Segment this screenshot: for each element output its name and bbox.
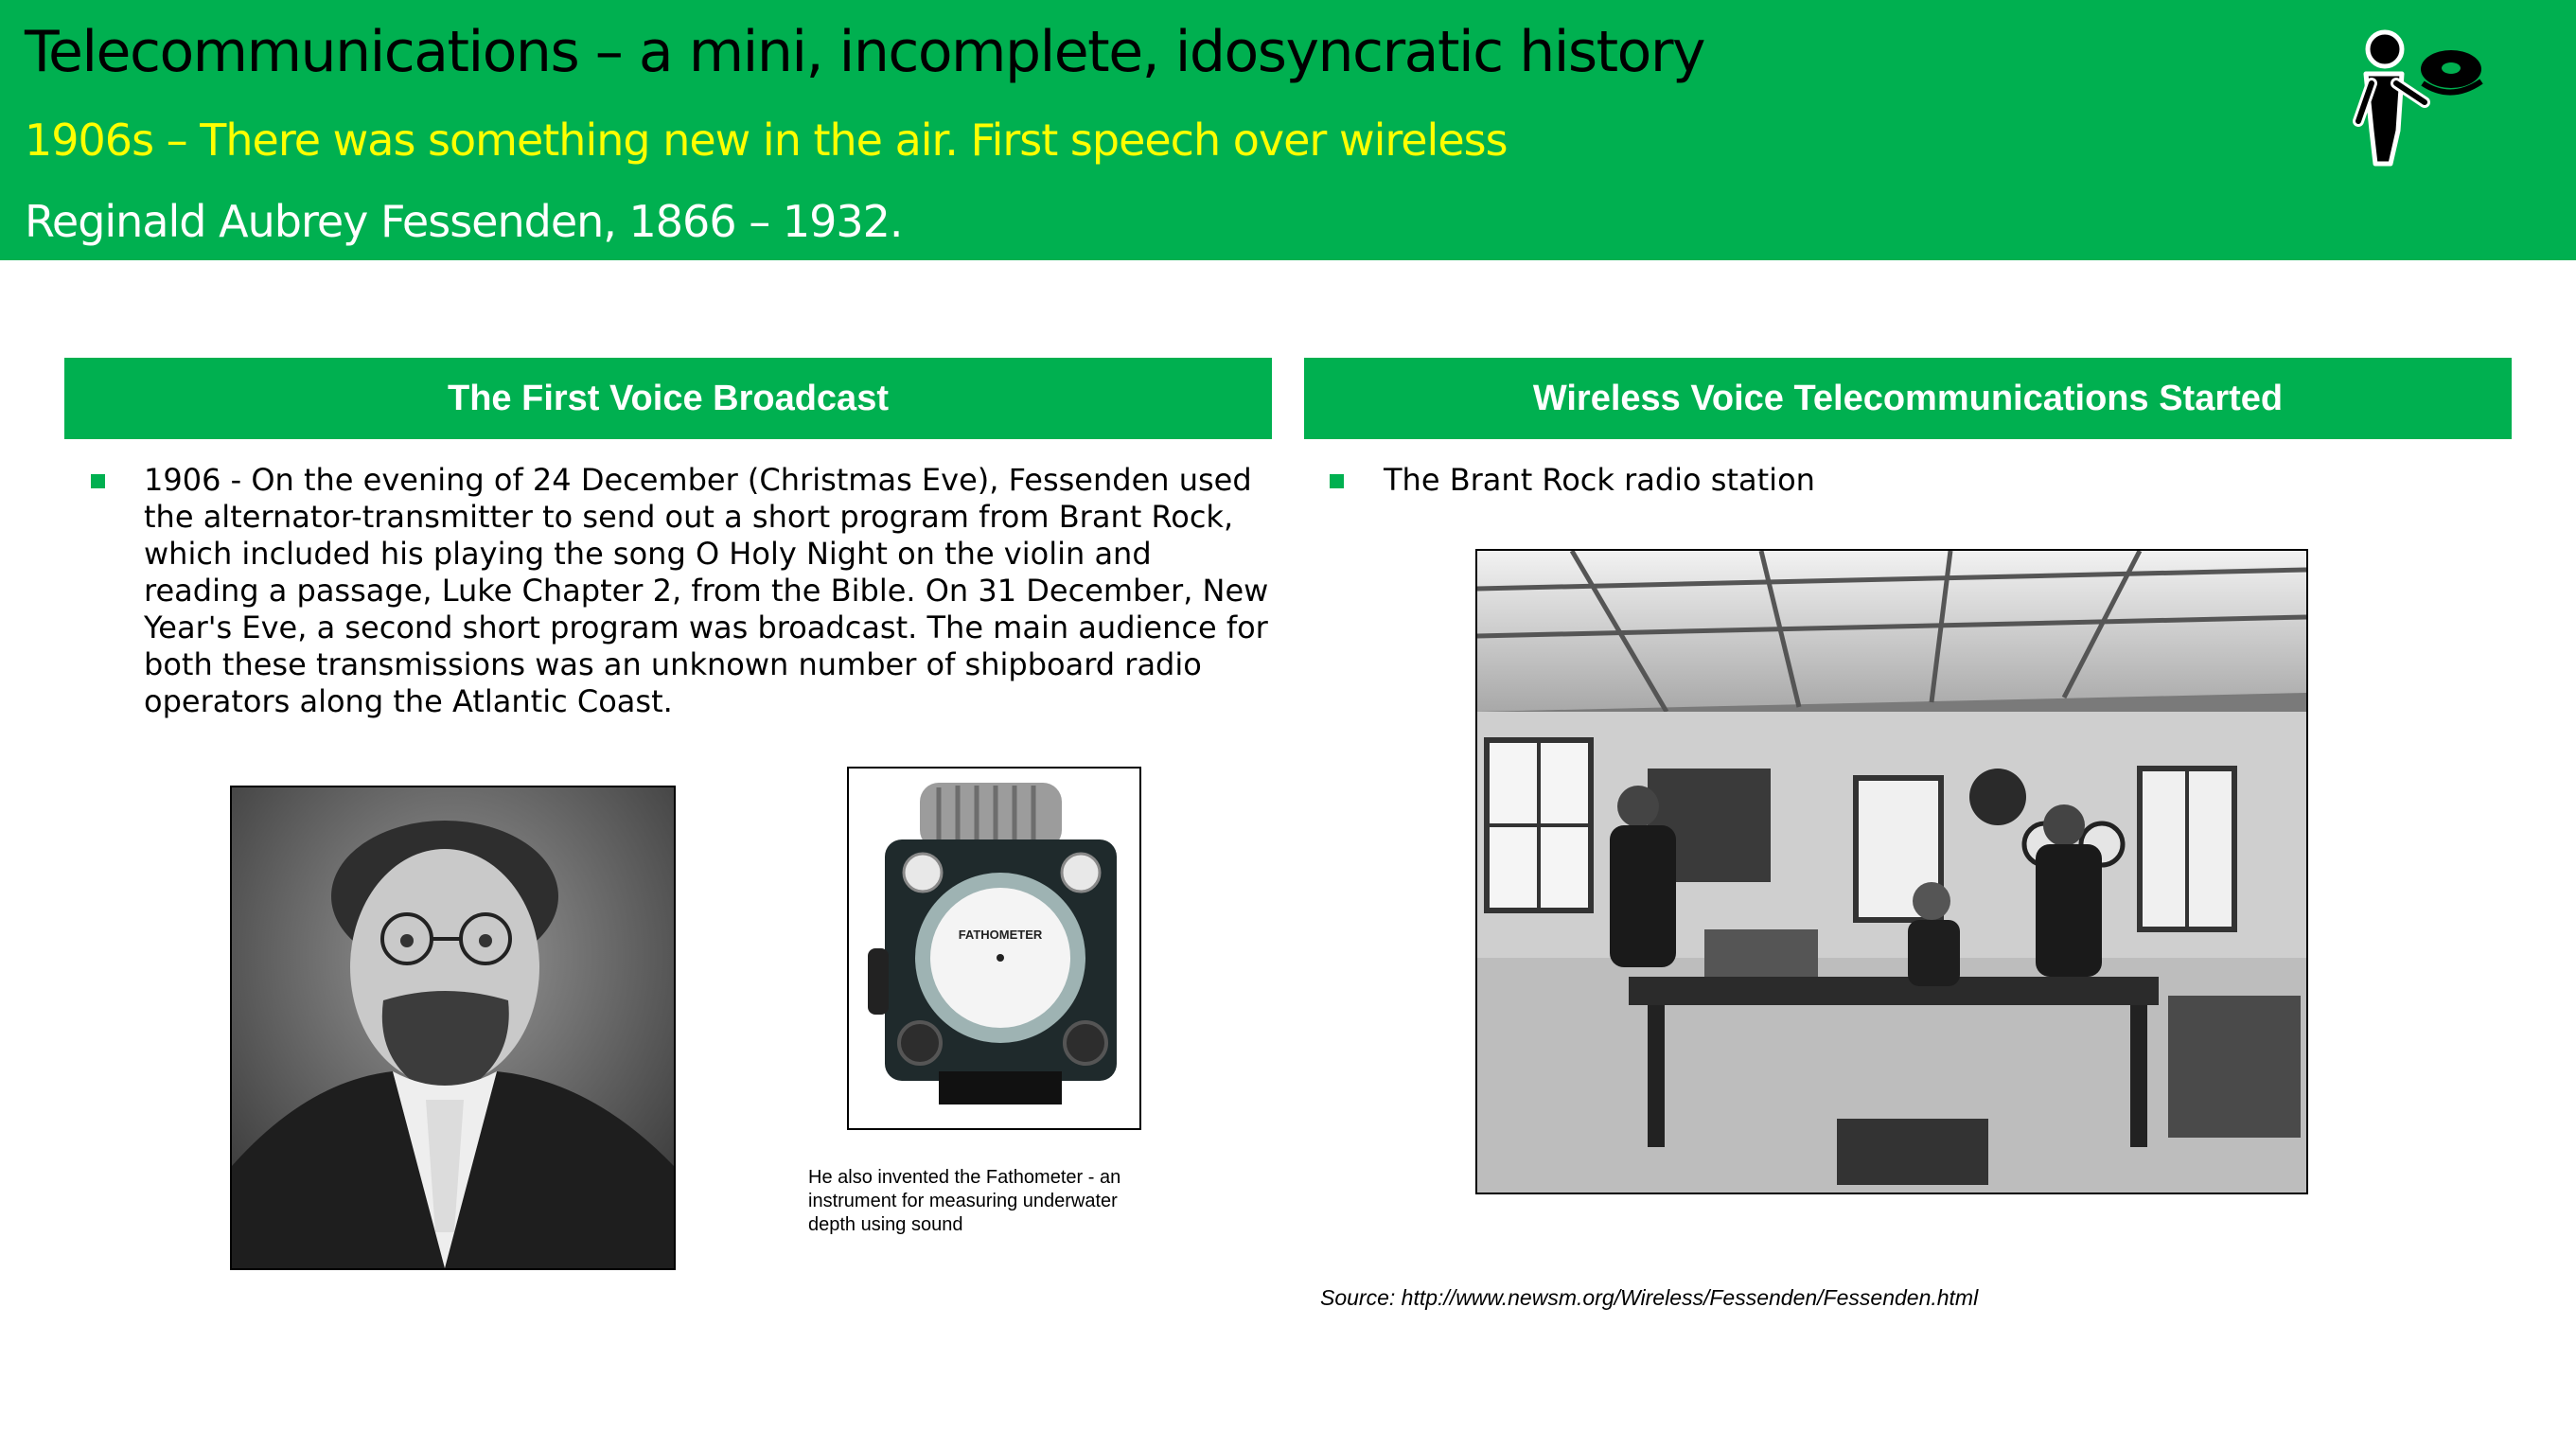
fathometer-dial-label: FATHOMETER (958, 928, 1043, 942)
left-bullet-text: 1906 - On the evening of 24 December (Christmas Eve), Fessenden used the alternator-transmitter to send out a short program from Brant Rock, which included his playing the song O Holy Night on the violin and reading a passage, Luke Chapter 2, from the Bible. On 31 December, New Year's Eve, a second short program was broadcast. The main audience for both these transmissions was an unknown number of shipboard radio operators along the Atlantic Coast. (144, 462, 1269, 719)
fathometer-image (847, 767, 1141, 1130)
slide-subtitle: 1906s – There was something new in the air. First speech over wireless (25, 115, 1508, 166)
person-name-dates: Reginald Aubrey Fessenden, 1866 – 1932. (25, 196, 903, 247)
square-bullet-icon (1330, 474, 1344, 488)
square-bullet-icon (91, 474, 105, 488)
fathometer-caption: He also invented the Fathometer - an instrument for measuring underwater depth using sound (808, 1167, 1121, 1235)
header-banner (0, 0, 2576, 260)
brant-rock-station-image (1475, 549, 2308, 1194)
right-column-heading: Wireless Voice Telecommunications Started (1304, 358, 2512, 439)
person-with-telephone-icon (2338, 27, 2489, 168)
slide-title: Telecommunications – a mini, incomplete, idosyncratic history (25, 19, 1705, 85)
fessenden-portrait-image (230, 786, 676, 1270)
left-column-heading: The First Voice Broadcast (64, 358, 1272, 439)
source-citation: Source: http://www.newsm.org/Wireless/Fessenden/Fessenden.html (1320, 1285, 1979, 1310)
right-bullet-text: The Brant Rock radio station (1384, 462, 1815, 498)
